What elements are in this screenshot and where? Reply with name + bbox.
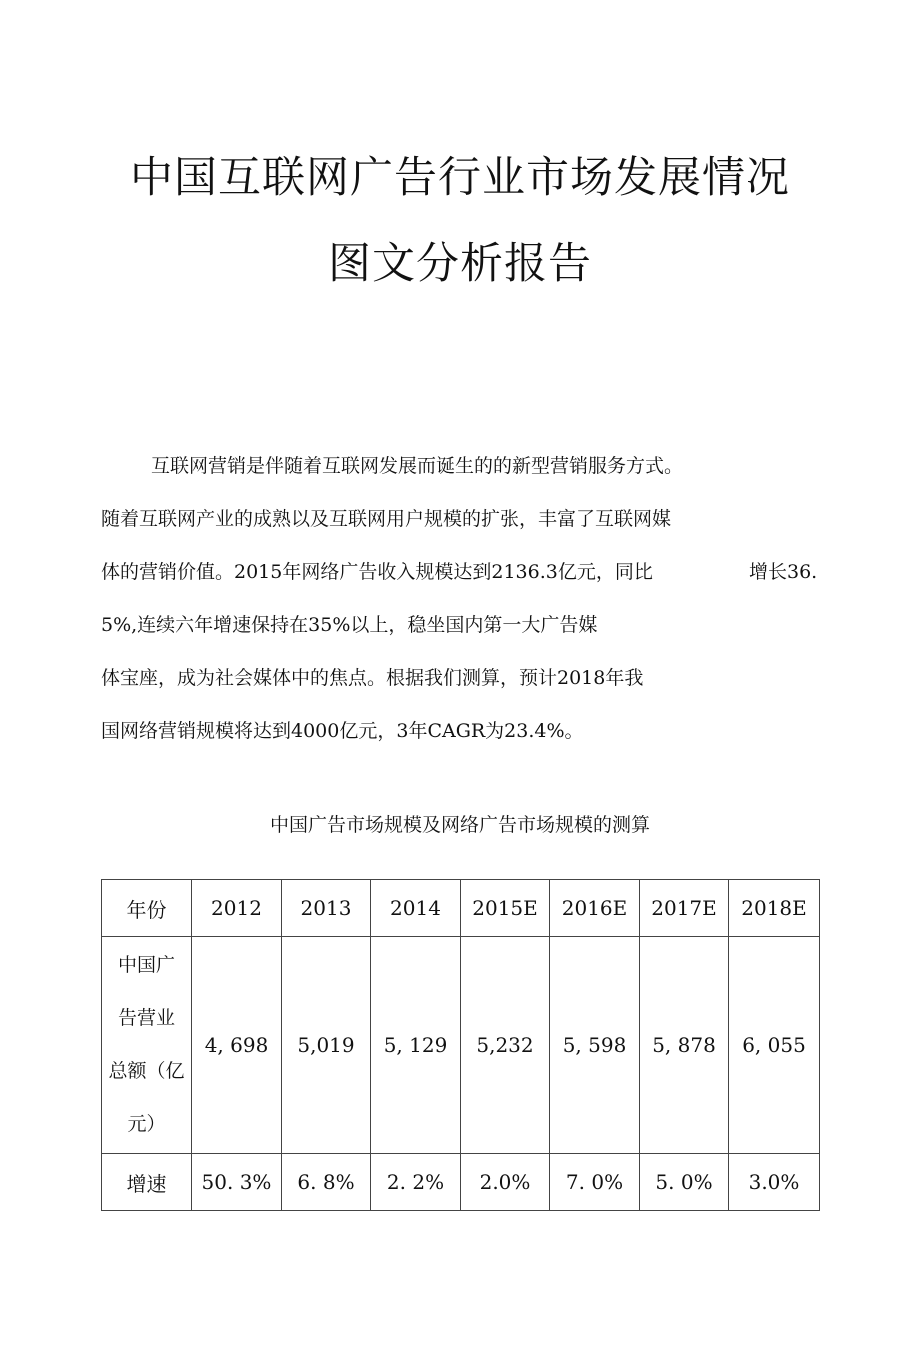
year-cell: 2014 xyxy=(371,880,461,937)
table-caption: 中国广告市场规模及网络广告市场规模的测算 xyxy=(269,814,650,836)
body-line-3-tail: 增长36. xyxy=(749,561,818,583)
growth-cell: 2.0% xyxy=(461,1154,550,1211)
body-line-2: 随着互联网产业的成熟以及互联网用户规模的扩张，丰富了互联网媒 xyxy=(101,508,672,530)
market-size-table xyxy=(101,879,820,1211)
body-line-1: 互联网营销是伴随着互联网发展而诞生的的新型营销服务方式。 xyxy=(151,455,684,477)
total-cell: 4, 698 xyxy=(192,937,282,1154)
body-line-4: 5%,连续六年增速保持在35%以上，稳坐国内第一大广告媒 xyxy=(101,614,598,636)
body-line-5: 体宝座，成为社会媒体中的焦点。根据我们测算，预计2018年我 xyxy=(101,667,644,689)
body-line-6: 国网络营销规模将达到4000亿元，3年CAGR为23.4%。 xyxy=(101,720,584,742)
body-line-3: 体的营销价值。2015年网络广告收入规模达到2136.3亿元，同比 xyxy=(101,561,653,583)
total-row-header xyxy=(102,937,192,1154)
year-cell: 2013 xyxy=(282,880,371,937)
table-row-totals xyxy=(102,937,820,1154)
growth-cell: 5. 0% xyxy=(640,1154,729,1211)
year-cell: 2012 xyxy=(192,880,282,937)
total-cell: 5, 878 xyxy=(640,937,729,1154)
total-cell: 5,232 xyxy=(461,937,550,1154)
total-header-line: 总额（亿 xyxy=(108,1060,185,1082)
total-cell: 5, 598 xyxy=(550,937,640,1154)
report-title-line-2: 图文分析报告 xyxy=(328,239,592,289)
total-cell: 5, 129 xyxy=(371,937,461,1154)
growth-row-header: 增速 xyxy=(102,1154,192,1211)
total-header-line: 元） xyxy=(127,1113,166,1135)
table-row-growth xyxy=(102,1154,820,1211)
year-cell: 2018E xyxy=(729,880,820,937)
year-cell: 2015E xyxy=(461,880,550,937)
report-title-line-1: 中国互联网广告行业市场发展情况 xyxy=(130,153,790,203)
growth-cell: 2. 2% xyxy=(371,1154,461,1211)
growth-cell: 7. 0% xyxy=(550,1154,640,1211)
year-cell: 2016E xyxy=(550,880,640,937)
year-row-header: 年份 xyxy=(102,880,192,937)
total-header-line: 告营业 xyxy=(117,1007,175,1029)
year-cell: 2017E xyxy=(640,880,729,937)
growth-cell: 50. 3% xyxy=(192,1154,282,1211)
total-header-line: 中国广 xyxy=(117,954,175,976)
total-cell: 5,019 xyxy=(282,937,371,1154)
table-row-years xyxy=(102,880,820,937)
total-cell: 6, 055 xyxy=(729,937,820,1154)
growth-cell: 6. 8% xyxy=(282,1154,371,1211)
growth-cell: 3.0% xyxy=(729,1154,820,1211)
